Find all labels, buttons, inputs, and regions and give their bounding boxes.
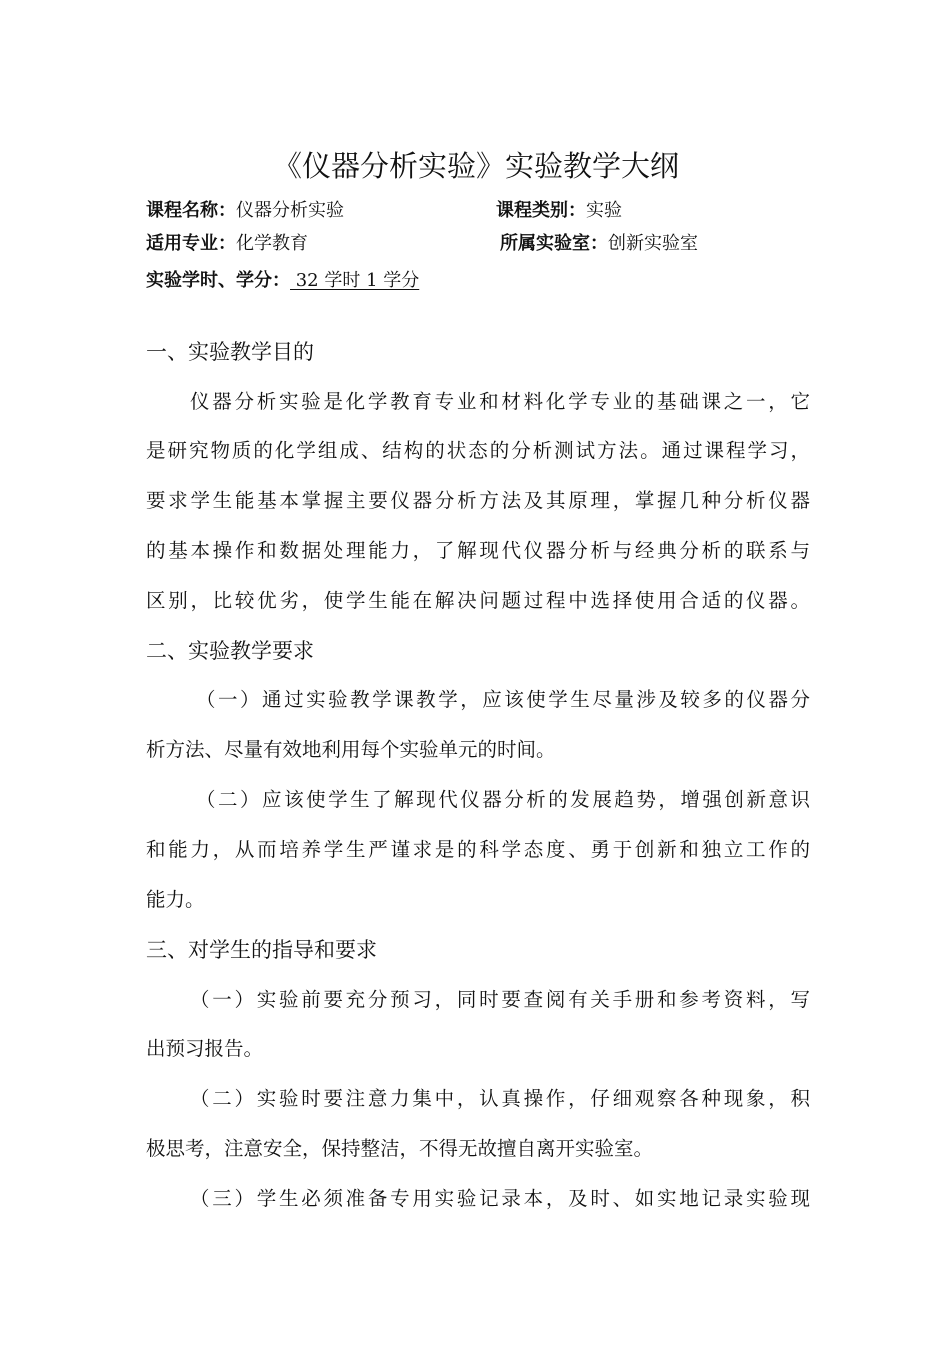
- major-row: [146, 231, 308, 257]
- paragraph-line: （二）应该使学生了解现代仪器分析的发展趋势，增强创新意识: [196, 788, 810, 811]
- paragraph-line: （一）实验前要充分预习，同时要查阅有关手册和参考资料，写: [190, 988, 810, 1011]
- lab-row: [500, 231, 698, 257]
- course-type-label: 课程类别：: [496, 200, 586, 221]
- course-type-value: 实验: [586, 200, 622, 221]
- paragraph-line: 区别，比较优劣，使学生能在解决问题过程中选择使用合适的仪器。: [146, 589, 810, 612]
- paragraph-line: （二）实验时要注意力集中，认真操作，仔细观察各种现象，积: [190, 1087, 810, 1110]
- lab-label: 所属实验室：: [500, 233, 608, 254]
- hours-value: 32 学时 1 学分: [290, 270, 420, 291]
- paragraph-line: 仪器分析实验是化学教育专业和材料化学专业的基础课之一，它: [190, 390, 810, 413]
- section-heading: 一、实验教学目的: [146, 340, 314, 364]
- hours-row: [146, 268, 419, 294]
- paragraph-line: 是研究物质的化学组成、结构的状态的分析测试方法。通过课程学习，: [146, 439, 810, 462]
- course-type-row: [496, 198, 622, 224]
- paragraph-line: 析方法、尽量有效地利用每个实验单元的时间。: [146, 738, 556, 761]
- lab-value: 创新实验室: [608, 233, 698, 254]
- paragraph-line: 能力。: [146, 888, 205, 911]
- document-title: 《仪器分析实验》实验教学大纲: [272, 149, 679, 183]
- paragraph-line: （三）学生必须准备专用实验记录本，及时、如实地记录实验现: [190, 1187, 810, 1210]
- section-heading: 二、实验教学要求: [146, 639, 314, 663]
- paragraph-line: （一）通过实验教学课教学，应该使学生尽量涉及较多的仪器分: [196, 688, 810, 711]
- major-value: 化学教育: [236, 233, 308, 254]
- paragraph-line: 要求学生能基本掌握主要仪器分析方法及其原理，掌握几种分析仪器: [146, 489, 810, 512]
- hours-label: 实验学时、学分：: [146, 270, 290, 291]
- paragraph-line: 极思考，注意安全，保持整洁，不得无故擅自离开实验室。: [146, 1137, 654, 1160]
- paragraph-line: 和能力，从而培养学生严谨求是的科学态度、勇于创新和独立工作的: [146, 838, 810, 861]
- course-name-label: 课程名称：: [146, 200, 236, 221]
- section-heading: 三、对学生的指导和要求: [146, 938, 377, 962]
- paragraph-line: 出预习报告。: [146, 1037, 264, 1060]
- major-label: 适用专业：: [146, 233, 236, 254]
- course-name-row: [146, 198, 344, 224]
- paragraph-line: 的基本操作和数据处理能力，了解现代仪器分析与经典分析的联系与: [146, 539, 810, 562]
- course-name-value: 仪器分析实验: [236, 200, 344, 221]
